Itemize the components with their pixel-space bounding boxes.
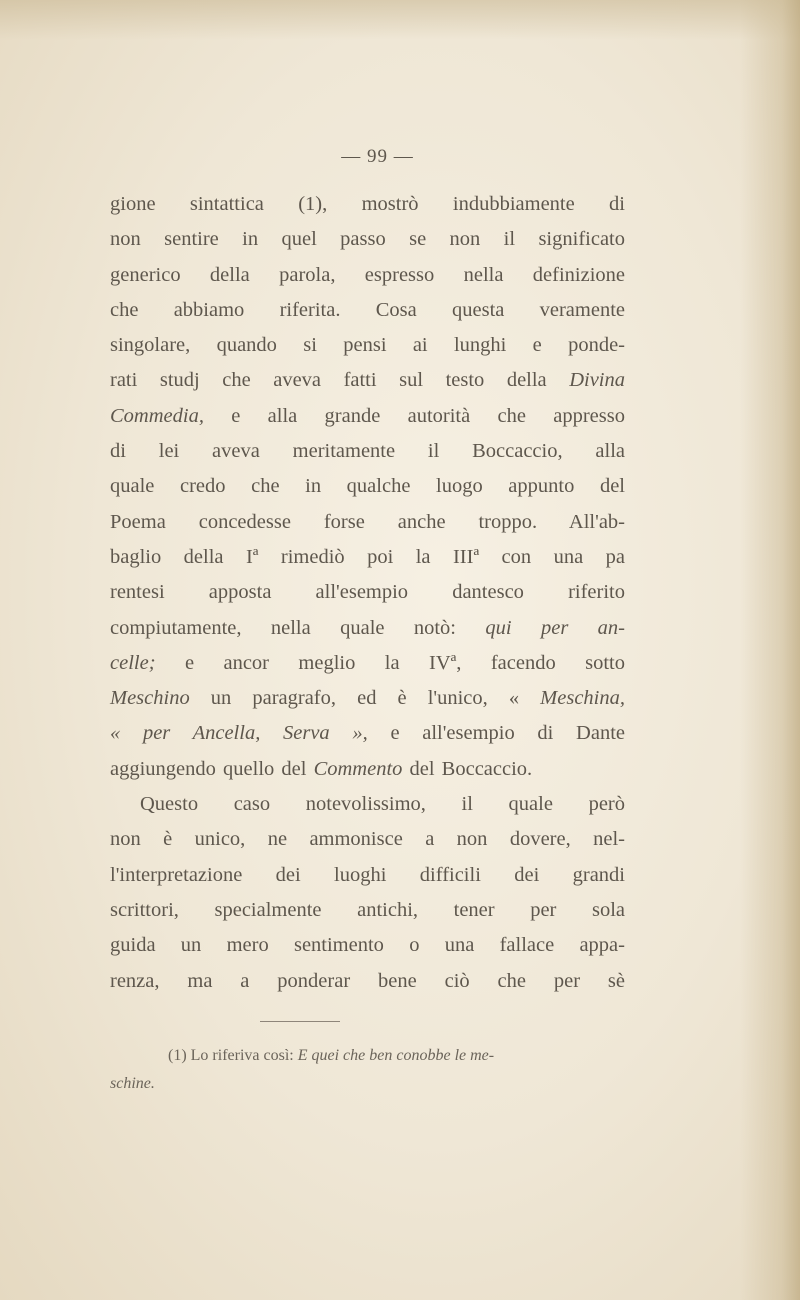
text-span: e all'esempio di Dante	[390, 722, 625, 745]
italic-title: Divina	[569, 369, 625, 392]
text-block	[110, 145, 625, 1098]
text-line: generico della parola, espresso nella definizione	[110, 263, 625, 286]
italic-quote: celle;	[110, 651, 156, 674]
footnote-line	[110, 1042, 625, 1070]
italic-term: Meschina,	[540, 687, 625, 710]
text-line	[110, 363, 625, 398]
text-line: Poema concedesse forse anche troppo. All'ab-	[110, 510, 625, 533]
footnote	[110, 1042, 625, 1098]
text-span: un paragrafo, ed è l'unico, «	[210, 687, 520, 710]
footnote-line	[110, 1070, 625, 1098]
text-line: baglio della Iª rimediò poi la IIIª con una pa	[110, 545, 625, 568]
footnote-divider	[260, 1021, 340, 1022]
italic-quote: qui per an-	[485, 616, 626, 639]
text-line: di lei aveva meritamente il Boccaccio, alla	[110, 440, 625, 463]
text-line: rentesi apposta all'esempio dantesco riferito	[110, 581, 625, 604]
text-line	[110, 681, 625, 716]
text-line: l'interpretazione dei luoghi difficili dei grandi	[110, 863, 625, 886]
text-line: non sentire in quel passo se non il significato	[110, 228, 625, 251]
text-line: guida un mero sentimento o una fallace appa-	[110, 934, 625, 957]
italic-title: Commento	[313, 757, 403, 780]
page-shadow-right	[740, 0, 800, 1300]
text-line: scrittori, specialmente antichi, tener per sola	[110, 898, 625, 921]
footnote-quote: schine.	[110, 1074, 155, 1092]
text-span: e alla grande autorità che appresso	[231, 404, 625, 427]
text-line: Questo caso notevolissimo, il quale però	[140, 793, 625, 816]
text-line: gione sintattica (1), mostrò indubbiamente di	[110, 193, 625, 215]
italic-term: Meschino	[110, 687, 190, 710]
text-line	[110, 611, 625, 646]
text-line: singolare, quando si pensi ai lunghi e ponde-	[110, 334, 625, 357]
text-span: rati studj che aveva fatti sul testo della	[110, 369, 547, 392]
text-line	[110, 752, 625, 787]
text-line: quale credo che in qualche luogo appunto del	[110, 475, 625, 498]
text-line	[110, 646, 625, 681]
page-shadow-top	[0, 0, 800, 40]
text-line	[110, 716, 625, 751]
page-number: — 99 —	[341, 146, 414, 167]
footnote-marker: (1) Lo riferiva così:	[168, 1046, 294, 1064]
footnote-quote: E quei che ben conobbe le me-	[297, 1046, 495, 1064]
text-line: renza, ma a ponderar bene ciò che per sè	[110, 969, 625, 992]
text-span: aggiungendo quello del	[110, 757, 307, 780]
text-line	[110, 399, 625, 434]
italic-title: Commedia,	[110, 404, 204, 427]
italic-quote: « per Ancella, Serva »,	[110, 722, 368, 745]
text-span: del Boccaccio.	[409, 757, 533, 780]
text-span: compiutamente, nella quale notò:	[110, 616, 457, 639]
text-span: e ancor meglio la IVª, facendo sotto	[184, 651, 626, 674]
text-line: che abbiamo riferita. Cosa questa veramente	[110, 298, 625, 321]
text-line: non è unico, ne ammonisce a non dovere, nel-	[110, 828, 625, 851]
